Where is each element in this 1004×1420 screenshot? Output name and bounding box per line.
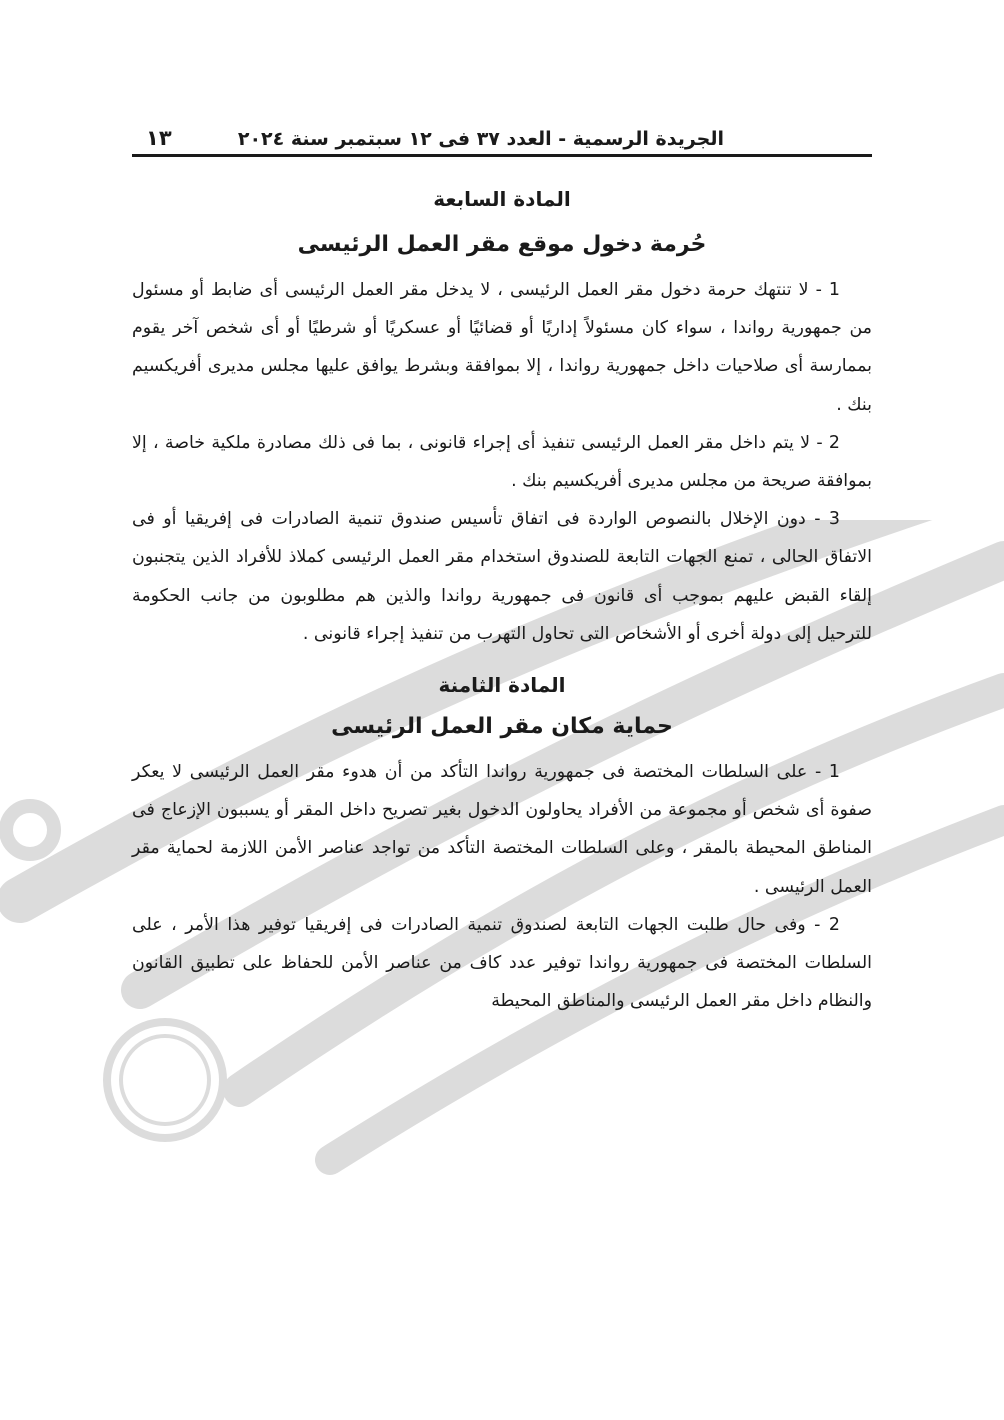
article-7-clause-2: 2 - لا يتم داخل مقر العمل الرئيسى تنفيذ أى إجراء قانونى ، بما فى ذلك مصادرة ملكية خاصة ، إلا بموافقة صريحة من مجلس مديرى أفريكسيم بنك .	[132, 432, 872, 492]
gazette-page	[132, 112, 872, 1020]
page-header	[132, 112, 872, 157]
article-7-clause-3: 3 - دون الإخلال بالنصوص الواردة فى اتفاق تأسيس صندوق تنمية الصادرات فى إفريقيا أو فى الاتفاق الحالى ، تمنع الجهات التابعة للصندوق استخدام مقر العمل الرئيسى كملاذ للأفراد الذين يتجنبون إلقاء القبض عليهم بموجب أى قانون فى جمهورية رواندا والذين هم مطلوبون من جانب الحكومة للترحيل إلى دولة أخرى أو الأشخاص التى تحاول التهرب من تنفيذ إجراء قانونى .	[132, 509, 872, 644]
article-8-heading: المادة الثامنة	[438, 673, 566, 698]
article-7-clause-1: 1 - لا تنتهك حرمة دخول مقر العمل الرئيسى ، لا يدخل مقر العمل الرئيسى أى ضابط أو مسئول من جمهورية رواندا ، سواء كان مسئولاً إداريًا أو قضائيًا أو عسكريًا أو شرطيًا أو أى شخص آخر يقوم بممارسة أى صلاحيات داخل جمهورية رواندا ، إلا بموافقة وبشرط يوافق عليها مجلس مديرى أفريكسيم بنك .	[132, 280, 872, 415]
article-8-clause-2: 2 - وفى حال طلبت الجهات التابعة لصندوق تنمية الصادرات فى إفريقيا توفير هذا الأمر ، على السلطات المختصة فى جمهورية رواندا توفير عدد كاف من عناصر الأمن للحفاظ على تطبيق القانون والنظام داخل مقر العمل الرئيسى والمناطق المحيطة	[132, 914, 872, 1012]
page-number: ١٣	[146, 126, 172, 150]
article-8-clause-1: 1 - على السلطات المختصة فى جمهورية رواندا التأكد من أن هدوء مقر العمل الرئيسى لا يعكر صفوة أى شخص أو مجموعة من الأفراد يحاولون الدخول بغير تصريح داخل المقر أو يسببون الإزعاج فى المناطق المحيطة بالمقر ، وعلى السلطات المختصة التأكد من تواجد عناصر الأمن اللازمة لحماية مقر العمل الرئيسى .	[132, 762, 872, 897]
running-title: الجريدة الرسمية - العدد ٣٧ فى ١٢ سبتمبر سنة ٢٠٢٤	[237, 128, 724, 150]
article-8-title: حماية مكان مقر العمل الرئيسى	[331, 714, 673, 740]
article-7-heading: المادة السابعة	[433, 187, 571, 211]
article-7-title: حُرمة دخول موقع مقر العمل الرئيسى	[297, 232, 707, 257]
